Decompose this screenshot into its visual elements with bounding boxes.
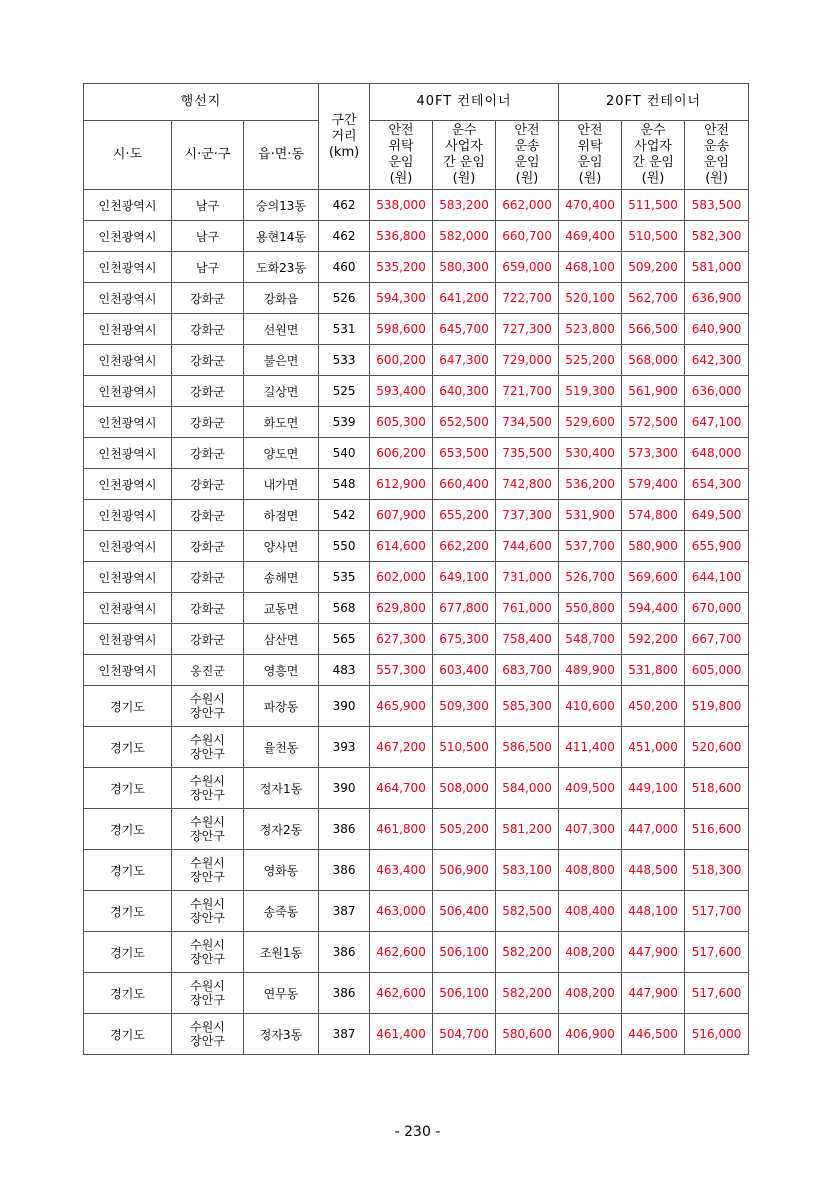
rate-transport-20ft-cell: 648,000 [685, 438, 749, 469]
table-row [84, 500, 749, 531]
rate-consign-20ft-cell: 408,800 [559, 850, 622, 891]
table-row [84, 345, 749, 376]
rate-between-40ft-cell: 580,300 [433, 252, 496, 283]
sido-cell: 경기도 [84, 932, 172, 973]
rate-transport-40ft-cell: 662,000 [496, 190, 559, 221]
rate-consign-40ft-cell: 606,200 [370, 438, 433, 469]
rate-between-20ft-cell: 448,500 [622, 850, 685, 891]
rate-consign-40ft-cell: 462,600 [370, 932, 433, 973]
rate-consign-20ft-cell: 537,700 [559, 531, 622, 562]
rate-consign-40ft-cell: 614,600 [370, 531, 433, 562]
rate-transport-40ft-cell: 727,300 [496, 314, 559, 345]
distance-cell: 387 [319, 891, 370, 932]
rate-consign-20ft-cell: 408,200 [559, 973, 622, 1014]
rate-transport-20ft-cell: 520,600 [685, 727, 749, 768]
table-row [84, 469, 749, 500]
rate-between-20ft-cell: 594,400 [622, 593, 685, 624]
table-row [84, 809, 749, 850]
eupmyeondong-cell: 도화23동 [244, 252, 319, 283]
rate-consign-40ft-cell: 627,300 [370, 624, 433, 655]
sigungu-cell: 강화군 [172, 376, 244, 407]
eupmyeondong-cell: 정자3동 [244, 1014, 319, 1055]
rate-between-20ft-cell: 566,500 [622, 314, 685, 345]
eupmyeondong-cell: 용현14동 [244, 221, 319, 252]
rate-consign-20ft-cell: 526,700 [559, 562, 622, 593]
table-row [84, 283, 749, 314]
rate-transport-40ft-cell: 729,000 [496, 345, 559, 376]
distance-cell: 539 [319, 407, 370, 438]
rate-between-40ft-cell: 652,500 [433, 407, 496, 438]
rate-consign-20ft-cell: 550,800 [559, 593, 622, 624]
rate-consign-40ft-cell: 629,800 [370, 593, 433, 624]
rate-consign-20ft-cell: 523,800 [559, 314, 622, 345]
rate-transport-20ft-cell: 583,500 [685, 190, 749, 221]
rate-transport-40ft-cell: 737,300 [496, 500, 559, 531]
table-row [84, 932, 749, 973]
rate-consign-40ft-cell: 464,700 [370, 768, 433, 809]
rate-transport-20ft-cell: 636,000 [685, 376, 749, 407]
sigungu-cell: 강화군 [172, 407, 244, 438]
destination-header: 행선지 [84, 84, 319, 121]
rate-consign-20ft-cell: 531,900 [559, 500, 622, 531]
sido-cell: 인천광역시 [84, 221, 172, 252]
rate-transport-40ft-cell: 742,800 [496, 469, 559, 500]
rate-between-20ft-cell: 569,600 [622, 562, 685, 593]
rate-between-40ft-cell: 506,400 [433, 891, 496, 932]
rate-between-20ft-cell: 531,800 [622, 655, 685, 686]
rate-consign-20ft-header: 안전 위탁 운임 (원) [559, 121, 622, 190]
rate-transport-40ft-cell: 731,000 [496, 562, 559, 593]
eupmyeondong-cell: 하점면 [244, 500, 319, 531]
rate-between-40ft-cell: 508,000 [433, 768, 496, 809]
distance-cell: 462 [319, 190, 370, 221]
rate-consign-20ft-cell: 407,300 [559, 809, 622, 850]
sigungu-cell: 수원시 장안구 [172, 932, 244, 973]
rate-transport-20ft-header: 안전 운송 운임 (원) [685, 121, 749, 190]
rate-between-40ft-header: 운수 사업자 간 운임 (원) [433, 121, 496, 190]
sido-cell: 경기도 [84, 891, 172, 932]
sigungu-cell: 수원시 장안구 [172, 809, 244, 850]
table-row [84, 850, 749, 891]
rate-transport-20ft-cell: 649,500 [685, 500, 749, 531]
rate-transport-40ft-cell: 580,600 [496, 1014, 559, 1055]
table-row [84, 973, 749, 1014]
sigungu-cell: 수원시 장안구 [172, 1014, 244, 1055]
distance-cell: 387 [319, 1014, 370, 1055]
rate-between-40ft-cell: 506,100 [433, 932, 496, 973]
rate-transport-20ft-cell: 644,100 [685, 562, 749, 593]
sigungu-cell: 수원시 장안구 [172, 727, 244, 768]
sido-cell: 인천광역시 [84, 624, 172, 655]
sigungu-cell: 강화군 [172, 469, 244, 500]
rate-transport-20ft-cell: 517,600 [685, 973, 749, 1014]
distance-cell: 526 [319, 283, 370, 314]
page-number: - 230 - [394, 1124, 441, 1140]
sido-cell: 경기도 [84, 686, 172, 727]
table-row [84, 768, 749, 809]
rate-consign-20ft-cell: 406,900 [559, 1014, 622, 1055]
rate-between-40ft-cell: 660,400 [433, 469, 496, 500]
distance-cell: 550 [319, 531, 370, 562]
rate-between-20ft-cell: 574,800 [622, 500, 685, 531]
eupmyeondong-cell: 정자1동 [244, 768, 319, 809]
sigungu-cell: 강화군 [172, 314, 244, 345]
distance-cell: 390 [319, 768, 370, 809]
rate-transport-40ft-cell: 683,700 [496, 655, 559, 686]
rate-consign-20ft-cell: 525,200 [559, 345, 622, 376]
sido-cell: 경기도 [84, 727, 172, 768]
rate-between-40ft-cell: 640,300 [433, 376, 496, 407]
sigungu-header: 시·군·구 [172, 121, 244, 190]
eupmyeondong-cell: 교동면 [244, 593, 319, 624]
rate-consign-20ft-cell: 470,400 [559, 190, 622, 221]
rate-consign-40ft-cell: 465,900 [370, 686, 433, 727]
rate-between-40ft-cell: 677,800 [433, 593, 496, 624]
rate-transport-20ft-cell: 640,900 [685, 314, 749, 345]
sido-cell: 인천광역시 [84, 407, 172, 438]
sido-cell: 인천광역시 [84, 655, 172, 686]
group-20ft-header: 20FT 컨테이너 [559, 84, 749, 121]
rate-consign-40ft-cell: 594,300 [370, 283, 433, 314]
table-row [84, 531, 749, 562]
distance-cell: 460 [319, 252, 370, 283]
sido-cell: 인천광역시 [84, 469, 172, 500]
table-row [84, 686, 749, 727]
rate-consign-40ft-cell: 607,900 [370, 500, 433, 531]
rate-between-40ft-cell: 504,700 [433, 1014, 496, 1055]
rate-between-20ft-cell: 446,500 [622, 1014, 685, 1055]
rate-between-40ft-cell: 506,100 [433, 973, 496, 1014]
sido-header: 시·도 [84, 121, 172, 190]
eupmyeondong-cell: 양사면 [244, 531, 319, 562]
rate-consign-40ft-cell: 535,200 [370, 252, 433, 283]
rate-transport-20ft-cell: 581,000 [685, 252, 749, 283]
eupmyeondong-cell: 영화동 [244, 850, 319, 891]
rate-transport-20ft-cell: 518,600 [685, 768, 749, 809]
distance-cell: 535 [319, 562, 370, 593]
rate-between-20ft-cell: 450,200 [622, 686, 685, 727]
table-row [84, 407, 749, 438]
rate-consign-20ft-cell: 536,200 [559, 469, 622, 500]
sido-cell: 인천광역시 [84, 314, 172, 345]
table-row [84, 562, 749, 593]
distance-cell: 390 [319, 686, 370, 727]
sigungu-cell: 강화군 [172, 283, 244, 314]
rate-transport-40ft-cell: 659,000 [496, 252, 559, 283]
eupmyeondong-cell: 송죽동 [244, 891, 319, 932]
rate-between-20ft-cell: 592,200 [622, 624, 685, 655]
eupmyeondong-cell: 숭의13동 [244, 190, 319, 221]
rate-consign-20ft-cell: 519,300 [559, 376, 622, 407]
sido-cell: 경기도 [84, 973, 172, 1014]
distance-cell: 533 [319, 345, 370, 376]
rate-transport-40ft-cell: 660,700 [496, 221, 559, 252]
rate-consign-40ft-cell: 600,200 [370, 345, 433, 376]
rate-consign-20ft-cell: 520,100 [559, 283, 622, 314]
rate-consign-40ft-cell: 557,300 [370, 655, 433, 686]
rate-consign-20ft-cell: 489,900 [559, 655, 622, 686]
distance-cell: 462 [319, 221, 370, 252]
rate-between-40ft-cell: 510,500 [433, 727, 496, 768]
sido-cell: 인천광역시 [84, 252, 172, 283]
rate-consign-40ft-cell: 612,900 [370, 469, 433, 500]
rate-consign-20ft-cell: 469,400 [559, 221, 622, 252]
rate-between-20ft-cell: 447,900 [622, 932, 685, 973]
rate-transport-20ft-cell: 518,300 [685, 850, 749, 891]
rate-between-20ft-cell: 509,200 [622, 252, 685, 283]
table-row [84, 252, 749, 283]
rate-consign-20ft-cell: 530,400 [559, 438, 622, 469]
rate-transport-40ft-cell: 585,300 [496, 686, 559, 727]
table-row [84, 190, 749, 221]
table-row [84, 655, 749, 686]
eupmyeondong-cell: 내가면 [244, 469, 319, 500]
distance-cell: 386 [319, 850, 370, 891]
rate-transport-40ft-cell: 582,500 [496, 891, 559, 932]
rate-between-40ft-cell: 603,400 [433, 655, 496, 686]
rate-transport-40ft-cell: 722,700 [496, 283, 559, 314]
eupmyeondong-cell: 조원1동 [244, 932, 319, 973]
eupmyeondong-cell: 화도면 [244, 407, 319, 438]
eupmyeondong-cell: 정자2동 [244, 809, 319, 850]
rate-consign-20ft-cell: 529,600 [559, 407, 622, 438]
rate-between-40ft-cell: 647,300 [433, 345, 496, 376]
rate-transport-40ft-cell: 582,200 [496, 932, 559, 973]
table-body [84, 190, 749, 1055]
rate-between-40ft-cell: 641,200 [433, 283, 496, 314]
rate-between-20ft-cell: 447,000 [622, 809, 685, 850]
rate-transport-40ft-cell: 586,500 [496, 727, 559, 768]
rate-transport-40ft-header: 안전 운송 운임 (원) [496, 121, 559, 190]
rate-between-40ft-cell: 506,900 [433, 850, 496, 891]
rate-consign-40ft-cell: 602,000 [370, 562, 433, 593]
rate-transport-20ft-cell: 517,600 [685, 932, 749, 973]
distance-header: 구간 거리 (km) [319, 84, 370, 190]
rate-between-20ft-cell: 580,900 [622, 531, 685, 562]
rate-between-20ft-cell: 573,300 [622, 438, 685, 469]
rate-consign-20ft-cell: 548,700 [559, 624, 622, 655]
rate-between-40ft-cell: 583,200 [433, 190, 496, 221]
distance-cell: 542 [319, 500, 370, 531]
rate-transport-20ft-cell: 655,900 [685, 531, 749, 562]
group-40ft-header: 40FT 컨테이너 [370, 84, 559, 121]
sido-cell: 경기도 [84, 768, 172, 809]
rate-consign-20ft-cell: 409,500 [559, 768, 622, 809]
rate-between-20ft-header: 운수 사업자 간 운임 (원) [622, 121, 685, 190]
rate-between-40ft-cell: 662,200 [433, 531, 496, 562]
rate-consign-40ft-cell: 536,800 [370, 221, 433, 252]
sido-cell: 경기도 [84, 850, 172, 891]
rate-transport-40ft-cell: 583,100 [496, 850, 559, 891]
eupmyeondong-cell: 율천동 [244, 727, 319, 768]
rate-between-20ft-cell: 511,500 [622, 190, 685, 221]
eupmyeondong-cell: 양도면 [244, 438, 319, 469]
rate-between-40ft-cell: 653,500 [433, 438, 496, 469]
table-row [84, 1014, 749, 1055]
distance-cell: 386 [319, 973, 370, 1014]
eupmyeondong-cell: 불은면 [244, 345, 319, 376]
table-header [84, 84, 749, 190]
rate-between-40ft-cell: 675,300 [433, 624, 496, 655]
rate-consign-40ft-header: 안전 위탁 운임 (원) [370, 121, 433, 190]
sigungu-cell: 남구 [172, 252, 244, 283]
rate-consign-40ft-cell: 605,300 [370, 407, 433, 438]
rate-between-40ft-cell: 582,000 [433, 221, 496, 252]
sido-cell: 인천광역시 [84, 190, 172, 221]
sido-cell: 인천광역시 [84, 593, 172, 624]
rate-consign-40ft-cell: 467,200 [370, 727, 433, 768]
rate-transport-40ft-cell: 735,500 [496, 438, 559, 469]
sigungu-cell: 강화군 [172, 562, 244, 593]
rate-transport-20ft-cell: 582,300 [685, 221, 749, 252]
sigungu-cell: 옹진군 [172, 655, 244, 686]
rate-between-20ft-cell: 572,500 [622, 407, 685, 438]
rate-transport-20ft-cell: 667,700 [685, 624, 749, 655]
eupmyeondong-cell: 송해면 [244, 562, 319, 593]
rate-consign-40ft-cell: 462,600 [370, 973, 433, 1014]
rate-between-20ft-cell: 562,700 [622, 283, 685, 314]
distance-cell: 548 [319, 469, 370, 500]
rate-transport-20ft-cell: 516,600 [685, 809, 749, 850]
rate-consign-40ft-cell: 463,000 [370, 891, 433, 932]
rate-transport-40ft-cell: 761,000 [496, 593, 559, 624]
eupmyeondong-cell: 삼산면 [244, 624, 319, 655]
sigungu-cell: 강화군 [172, 500, 244, 531]
rate-transport-20ft-cell: 670,000 [685, 593, 749, 624]
rate-consign-40ft-cell: 461,800 [370, 809, 433, 850]
rate-consign-40ft-cell: 463,400 [370, 850, 433, 891]
distance-cell: 386 [319, 809, 370, 850]
sido-cell: 인천광역시 [84, 438, 172, 469]
rate-between-20ft-cell: 448,100 [622, 891, 685, 932]
rate-between-20ft-cell: 447,900 [622, 973, 685, 1014]
rate-transport-20ft-cell: 654,300 [685, 469, 749, 500]
eupmyeondong-cell: 강화읍 [244, 283, 319, 314]
table-row [84, 593, 749, 624]
rate-consign-20ft-cell: 410,600 [559, 686, 622, 727]
eupmyeondong-cell: 파장동 [244, 686, 319, 727]
eupmyeondong-cell: 영흥면 [244, 655, 319, 686]
rate-transport-20ft-cell: 519,800 [685, 686, 749, 727]
rate-transport-40ft-cell: 582,200 [496, 973, 559, 1014]
distance-cell: 525 [319, 376, 370, 407]
table-row [84, 314, 749, 345]
sido-cell: 인천광역시 [84, 531, 172, 562]
rate-transport-40ft-cell: 734,500 [496, 407, 559, 438]
rate-transport-20ft-cell: 642,300 [685, 345, 749, 376]
rate-transport-20ft-cell: 605,000 [685, 655, 749, 686]
rate-consign-40ft-cell: 538,000 [370, 190, 433, 221]
rate-transport-40ft-cell: 584,000 [496, 768, 559, 809]
sido-cell: 인천광역시 [84, 345, 172, 376]
sigungu-cell: 수원시 장안구 [172, 768, 244, 809]
sido-cell: 인천광역시 [84, 500, 172, 531]
sigungu-cell: 남구 [172, 221, 244, 252]
eupmyeondong-header: 읍·면·동 [244, 121, 319, 190]
rate-transport-40ft-cell: 721,700 [496, 376, 559, 407]
eupmyeondong-cell: 연무동 [244, 973, 319, 1014]
table-row [84, 221, 749, 252]
sido-cell: 인천광역시 [84, 283, 172, 314]
rate-between-20ft-cell: 449,100 [622, 768, 685, 809]
sigungu-cell: 강화군 [172, 438, 244, 469]
rate-between-20ft-cell: 510,500 [622, 221, 685, 252]
rate-consign-40ft-cell: 598,600 [370, 314, 433, 345]
rate-between-40ft-cell: 509,300 [433, 686, 496, 727]
rate-between-40ft-cell: 505,200 [433, 809, 496, 850]
rate-consign-40ft-cell: 461,400 [370, 1014, 433, 1055]
sigungu-cell: 강화군 [172, 624, 244, 655]
rate-between-40ft-cell: 655,200 [433, 500, 496, 531]
eupmyeondong-cell: 길상면 [244, 376, 319, 407]
rate-transport-20ft-cell: 647,100 [685, 407, 749, 438]
table-row [84, 891, 749, 932]
sigungu-cell: 강화군 [172, 345, 244, 376]
sigungu-cell: 수원시 장안구 [172, 850, 244, 891]
sido-cell: 인천광역시 [84, 562, 172, 593]
rate-transport-40ft-cell: 758,400 [496, 624, 559, 655]
rate-consign-40ft-cell: 593,400 [370, 376, 433, 407]
sigungu-cell: 수원시 장안구 [172, 891, 244, 932]
table-row [84, 624, 749, 655]
sigungu-cell: 남구 [172, 190, 244, 221]
eupmyeondong-cell: 선원면 [244, 314, 319, 345]
rate-transport-40ft-cell: 744,600 [496, 531, 559, 562]
distance-cell: 393 [319, 727, 370, 768]
freight-rate-table [83, 83, 749, 1055]
rate-transport-20ft-cell: 516,000 [685, 1014, 749, 1055]
rate-between-20ft-cell: 561,900 [622, 376, 685, 407]
sigungu-cell: 강화군 [172, 531, 244, 562]
distance-cell: 565 [319, 624, 370, 655]
table-row [84, 438, 749, 469]
rate-between-20ft-cell: 579,400 [622, 469, 685, 500]
sigungu-cell: 강화군 [172, 593, 244, 624]
table-row [84, 727, 749, 768]
rate-between-20ft-cell: 568,000 [622, 345, 685, 376]
table-row [84, 376, 749, 407]
rate-consign-20ft-cell: 408,400 [559, 891, 622, 932]
distance-cell: 540 [319, 438, 370, 469]
rate-transport-40ft-cell: 581,200 [496, 809, 559, 850]
rate-between-40ft-cell: 649,100 [433, 562, 496, 593]
rate-consign-20ft-cell: 408,200 [559, 932, 622, 973]
sido-cell: 인천광역시 [84, 376, 172, 407]
rate-between-20ft-cell: 451,000 [622, 727, 685, 768]
distance-cell: 483 [319, 655, 370, 686]
rate-between-40ft-cell: 645,700 [433, 314, 496, 345]
distance-cell: 386 [319, 932, 370, 973]
distance-cell: 531 [319, 314, 370, 345]
sido-cell: 경기도 [84, 1014, 172, 1055]
rate-consign-20ft-cell: 411,400 [559, 727, 622, 768]
rate-consign-20ft-cell: 468,100 [559, 252, 622, 283]
sigungu-cell: 수원시 장안구 [172, 973, 244, 1014]
sigungu-cell: 수원시 장안구 [172, 686, 244, 727]
rate-transport-20ft-cell: 517,700 [685, 891, 749, 932]
distance-cell: 568 [319, 593, 370, 624]
sido-cell: 경기도 [84, 809, 172, 850]
rate-transport-20ft-cell: 636,900 [685, 283, 749, 314]
